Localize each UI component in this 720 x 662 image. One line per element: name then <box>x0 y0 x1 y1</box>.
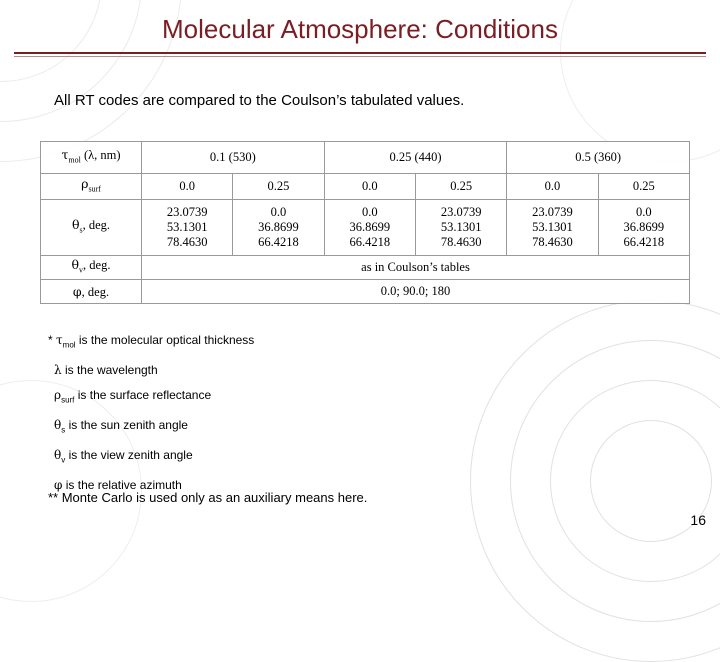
theta-s-value: 78.4630 <box>440 235 482 249</box>
rho-cell: 0.25 <box>233 174 324 200</box>
theta-s-value: 23.0739 <box>166 205 208 219</box>
title-underline <box>14 52 706 54</box>
theta-s-value: 23.0739 <box>532 205 573 219</box>
footnote: ** Monte Carlo is used only as an auxiliary means here. <box>48 490 368 505</box>
tau-label-rest: (λ, nm) <box>83 148 121 163</box>
note-symbol: θ <box>54 447 62 462</box>
row-header-rho <box>41 174 142 200</box>
note-rho <box>48 383 254 413</box>
row-header-phi <box>41 280 142 304</box>
rho-symbol: ρ <box>81 176 89 192</box>
phi-value: 0.0; 90.0; 180 <box>142 280 690 304</box>
tau-group-cell: 0.25 (440) <box>324 142 507 174</box>
theta-s-value: 36.8699 <box>258 220 299 234</box>
note-text: is the surface reflectance <box>74 387 212 402</box>
rho-cell: 0.0 <box>507 174 598 200</box>
tau-symbol: τ <box>61 147 69 163</box>
row-header-theta-v <box>41 256 142 280</box>
theta-s-value: 0.0 <box>270 205 287 219</box>
theta-s-value: 53.1301 <box>532 220 573 234</box>
table-row-phi <box>41 280 690 304</box>
note-text: is the relative azimuth <box>62 477 182 492</box>
note-tau <box>48 328 254 358</box>
rho-cell: 0.0 <box>142 174 233 200</box>
theta-s-value: 23.0739 <box>440 205 482 219</box>
theta-s-cell <box>233 200 324 256</box>
theta-s-value: 0.0 <box>636 205 652 219</box>
theta-s-value: 66.4218 <box>349 235 391 249</box>
theta-s-value: 0.0 <box>362 205 378 219</box>
note-theta-v <box>48 443 254 473</box>
note-symbol: λ <box>54 362 62 377</box>
title-underline-thin <box>14 56 706 57</box>
theta-s-subscript: s <box>79 225 83 235</box>
theta-s-value: 78.4630 <box>166 235 208 249</box>
theta-v-label-rest: , deg. <box>83 258 111 273</box>
tau-subscript: mol <box>68 155 81 165</box>
note-subscript: surf <box>61 394 75 404</box>
note-subscript: s <box>61 424 66 434</box>
theta-s-cell <box>598 200 689 256</box>
note-symbol: φ <box>54 477 63 492</box>
note-prefix: * <box>48 333 57 347</box>
theta-s-label-rest: , deg. <box>82 218 111 233</box>
theta-s-cell <box>415 200 506 256</box>
table-row-tau <box>41 142 690 174</box>
phi-label-rest: , deg. <box>81 284 110 299</box>
page-number: 16 <box>690 512 706 528</box>
note-symbol: τ <box>56 333 63 347</box>
slide-title: Molecular Atmosphere: Conditions <box>162 14 558 44</box>
symbol-notes <box>48 328 254 497</box>
rho-cell: 0.25 <box>415 174 506 200</box>
note-text: is the molecular optical thickness <box>75 333 255 347</box>
conditions-table <box>40 141 690 304</box>
tau-group-cell: 0.1 (530) <box>142 142 325 174</box>
theta-s-value: 66.4218 <box>258 235 299 249</box>
rho-cell: 0.25 <box>598 174 689 200</box>
slide-subtitle: All RT codes are compared to the Coulson’s tabulated values. <box>54 92 465 109</box>
theta-v-value: as in Coulson’s tables <box>142 256 690 280</box>
phi-symbol: φ <box>72 283 82 299</box>
theta-s-cell <box>507 200 598 256</box>
theta-s-value: 78.4630 <box>532 235 573 249</box>
note-symbol: θ <box>54 417 62 432</box>
theta-s-value: 66.4218 <box>623 235 665 249</box>
theta-s-symbol: θ <box>71 217 80 233</box>
table-row-theta-v <box>41 256 690 280</box>
note-lambda <box>48 358 254 383</box>
note-subscript: v <box>61 454 66 464</box>
theta-s-value: 53.1301 <box>166 220 208 234</box>
table-row-theta-s <box>41 200 690 256</box>
row-header-tau <box>41 142 142 174</box>
note-text: is the sun zenith angle <box>65 417 188 432</box>
theta-s-cell <box>142 200 233 256</box>
note-text: is the wavelength <box>61 362 158 377</box>
theta-s-value: 36.8699 <box>349 220 391 234</box>
note-theta-s <box>48 413 254 443</box>
note-subscript: mol <box>62 340 76 350</box>
tau-group-cell: 0.5 (360) <box>507 142 690 174</box>
rho-cell: 0.0 <box>324 174 415 200</box>
ripple-ring <box>470 300 720 662</box>
note-text: is the view zenith angle <box>65 447 193 462</box>
theta-s-value: 53.1301 <box>440 220 482 234</box>
ripple-ring <box>550 380 720 582</box>
ripple-ring <box>510 340 720 622</box>
rho-subscript: surf <box>88 184 101 194</box>
theta-v-symbol: θ <box>71 257 80 273</box>
row-header-theta-s <box>41 200 142 256</box>
theta-s-cell <box>324 200 415 256</box>
table-row-rho <box>41 174 690 200</box>
note-symbol: ρ <box>54 387 62 402</box>
theta-v-subscript: v <box>79 265 84 275</box>
theta-s-value: 36.8699 <box>623 220 665 234</box>
